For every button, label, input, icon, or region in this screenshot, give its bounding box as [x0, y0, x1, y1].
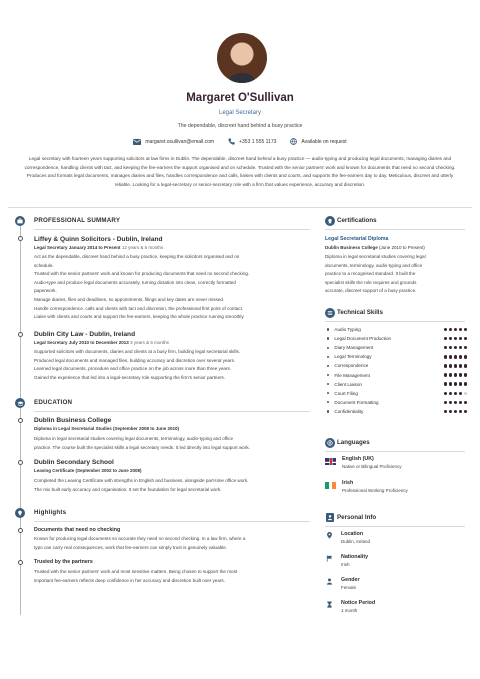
skill-item [325, 398, 467, 407]
timeline-dot [18, 528, 23, 533]
section-rule [34, 229, 310, 230]
skill-name: Client Liaison [334, 381, 362, 387]
skill-rating [444, 392, 467, 395]
skill-item [325, 352, 467, 361]
skill-name: Audio Typing [334, 327, 361, 333]
section-title-education: EDUCATION [34, 399, 73, 406]
skill-item [325, 334, 467, 343]
section-title-highlights: Highlights [34, 509, 67, 516]
rating-dot [454, 355, 457, 358]
briefcase-icon [15, 216, 25, 226]
highlight-title: Documents that need no checking [34, 527, 121, 533]
skill-rating [444, 364, 467, 367]
bullet-icon [327, 410, 329, 412]
phone-text[interactable]: +353 1 555 1173 [239, 138, 277, 145]
globe-icon [325, 438, 335, 448]
uk-flag-icon [325, 458, 336, 465]
person-icon [325, 577, 333, 585]
experience-description: Act as the dependable, discreet hand behind a busy practice, keeping the solicitors organised and on schedule. Trusted with the senior partners' work and known for producing documents that need no second checking. Audio-type and produce legal documents accurately, turning dictation into clean, correctly formatted paperwork. Manage diaries, files and deadlines, so appointments, filings and key dates are never missed. Handle correspondence, calls and clients with tact and discretion, the professional first point of contact. Liaise with clients and courts and support the fee-earners, keeping the whole practice running smoothly. [34, 254, 250, 320]
personal-value: 1 month [341, 608, 358, 613]
rating-dot [449, 392, 452, 395]
section-title-personal-info: Personal Info [337, 514, 377, 521]
job-title: Legal Secretary [218, 110, 262, 116]
rating-dot [449, 382, 452, 385]
bullet-icon [327, 347, 329, 349]
skill-list [325, 325, 467, 416]
candidate-name: Margaret O'Sullivan [186, 92, 294, 104]
email-icon [133, 139, 141, 145]
contact-bar [0, 138, 480, 145]
skill-name: Legal Terminology [334, 354, 372, 360]
timeline-dot [18, 418, 23, 423]
rating-dot [464, 392, 467, 395]
rating-dot [464, 382, 467, 385]
skill-name: Document Formatting [334, 399, 379, 405]
personal-value: Female [341, 585, 357, 590]
rating-dot [444, 373, 447, 376]
certificate-icon [325, 216, 335, 226]
language-name: English (UK) [342, 456, 374, 462]
education-description: Completed the Leaving Certificate with strengths in English and business, alongside part-time office work. The mix built early accuracy and organisation. It set the foundation for legal secretarial work. [34, 478, 249, 492]
section-title-professional-summary: PROFESSIONAL SUMMARY [34, 217, 121, 224]
flag-icon [325, 554, 333, 562]
rating-dot [464, 373, 467, 376]
rating-dot [444, 337, 447, 340]
id-card-icon [326, 513, 334, 522]
bullet-icon [327, 401, 329, 403]
highlight-description: Known for producing legal documents so accurate they need no second checking. In a law firm, where a typo can carry real consequences, work that fee-earners can simply trust is genuinely valuable. [34, 536, 246, 550]
profile-photo [217, 33, 267, 83]
rating-dot [444, 328, 447, 331]
rating-dot [459, 364, 462, 367]
section-rule [34, 411, 310, 412]
skill-rating [444, 355, 467, 358]
language-item [325, 480, 408, 494]
section-rule [325, 229, 465, 230]
phone-icon [228, 138, 235, 145]
skill-item [325, 389, 467, 398]
language-level: Professional Working Proficiency [342, 488, 408, 493]
skill-name: Confidentiality [334, 408, 364, 414]
rating-dot [454, 373, 457, 376]
education-title: Dublin Business College [34, 417, 112, 424]
experience-description: Supported solicitors with documents, diaries and clients at a busy firm, building legal secretarial skills. Produced legal documents and managed files, building accuracy and discretion over several years. Learned legal documents, procedure and office practice on the job across more than three years. Gained the experience that led into a legal-secretary role supporting the firm's senior partners. [34, 349, 241, 380]
language-item [325, 456, 402, 470]
education-subtitle: Diploma in Legal Secretarial Studies (September 2008 to June 2010) [34, 426, 180, 431]
rating-dot [459, 373, 462, 376]
skill-item [325, 343, 467, 352]
header-divider [8, 207, 472, 208]
rating-dot [444, 346, 447, 349]
personal-label: Nationality [341, 554, 369, 560]
availability-contact [290, 138, 346, 145]
rating-dot [454, 364, 457, 367]
availability-text: Available on request [301, 138, 347, 145]
skill-item [325, 407, 467, 416]
summary-text: Legal secretary with fourteen years supporting solicitors at law firms in Dublin. The dependable, discreet hand behind a busy practice — audio-typing and producing legal documents, managing diaries and correspondence, handling clients with tact, and keeping the fee-earners the support organised and on schedule. Trusted with the senior partners' work and known for documents that need no second checking. Produces and formats legal documents, manages diaries and files, handles correspondence and calls, liaises with clients and courts, and supports the fee-earners day to day. Meticulous, discreet and utterly reliable. Looking for a legal-secretary or senior-secretary role with a firm that values experience, accuracy and discretion. [24, 156, 456, 187]
phone-contact[interactable] [228, 138, 276, 145]
section-title-technical-skills: Technical Skills [337, 309, 383, 316]
rating-dot [449, 346, 452, 349]
certification-description: Diploma in legal secretarial studies covering legal documents, terminology, audio-typing and office practice to a recognised standard. It built the specialist skills the role requires and grounds accurate, discreet support of a busy practice. [325, 254, 426, 294]
rating-dot [464, 346, 467, 349]
rating-dot [454, 392, 457, 395]
rating-dot [464, 337, 467, 340]
rating-dot [454, 346, 457, 349]
email-text[interactable]: margaret.osullivan@email.com [145, 138, 215, 145]
bullet-icon [327, 328, 329, 330]
rating-dot [459, 337, 462, 340]
section-title-certifications: Certifications [337, 217, 377, 224]
bullet-icon [327, 356, 329, 358]
rating-dot [454, 337, 457, 340]
section-rule [325, 451, 465, 452]
experience-title: Dublin City Law - Dublin, Ireland [34, 331, 136, 338]
skill-name: Court Filing [334, 390, 358, 396]
timeline-dot [18, 236, 23, 241]
rating-dot [464, 328, 467, 331]
experience-duration: 12 years & 5 months [121, 245, 164, 250]
globe-icon [290, 138, 297, 145]
section-rule [325, 526, 465, 527]
personal-gender [325, 576, 360, 591]
rating-dot [444, 382, 447, 385]
bullet-icon [327, 365, 329, 367]
personal-label: Gender [341, 577, 360, 583]
education-subtitle: Leaving Certificate (September 2002 to June 2008) [34, 468, 142, 473]
skill-rating [444, 337, 467, 340]
rating-dot [449, 410, 452, 413]
location-pin-icon [325, 531, 333, 539]
skill-name: Correspondence [334, 363, 369, 369]
section-title-languages: Languages [337, 439, 370, 446]
skill-rating [444, 346, 467, 349]
graduation-cap-icon [15, 398, 25, 408]
rating-dot [449, 401, 452, 404]
rating-dot [459, 382, 462, 385]
rating-dot [459, 328, 462, 331]
education-title: Dublin Secondary School [34, 459, 114, 466]
experience-title: Liffey & Quinn Solicitors - Dublin, Ireland [34, 236, 163, 243]
rating-dot [449, 337, 452, 340]
rating-dot [444, 401, 447, 404]
rating-dot [449, 373, 452, 376]
skill-rating [444, 401, 467, 404]
skill-item [325, 380, 467, 389]
rating-dot [444, 364, 447, 367]
skill-name: File Management [334, 372, 370, 378]
rating-dot [449, 355, 452, 358]
education-description: Diploma in legal secretarial studies covering legal documents, terminology, audio-typing and office practice. The course built the specialist skills a legal secretary needs. It led directly into legal support work. [34, 436, 250, 450]
skill-rating [444, 382, 467, 385]
personal-nationality [325, 553, 368, 568]
certification-institution: Dublin Business College (June 2010 to Present) [325, 245, 425, 250]
rating-dot [459, 392, 462, 395]
rating-dot [444, 410, 447, 413]
rating-dot [464, 364, 467, 367]
experience-subtitle: Legal Secretary January 2014 to Present 12 years & 5 months [34, 245, 164, 250]
rating-dot [444, 392, 447, 395]
lightbulb-icon [15, 508, 25, 518]
skill-rating [444, 328, 467, 331]
language-level: Native or Bilingual Proficiency [342, 464, 402, 469]
rating-dot [449, 328, 452, 331]
skills-list-icon [325, 308, 335, 318]
rating-dot [459, 346, 462, 349]
bullet-icon [327, 374, 329, 376]
rating-dot [454, 328, 457, 331]
bullet-icon [327, 337, 329, 339]
rating-dot [454, 410, 457, 413]
experience-subtitle: Legal Secretary July 2010 to December 2013 3 years & 6 months [34, 340, 169, 345]
rating-dot [459, 355, 462, 358]
personal-label: Location [341, 531, 364, 537]
rating-dot [459, 410, 462, 413]
bullet-icon [327, 383, 329, 385]
personal-notice-period [325, 599, 375, 614]
rating-dot [449, 364, 452, 367]
timeline-dot [18, 460, 23, 465]
skill-item [325, 325, 467, 334]
highlight-description: Trusted with the senior partners' work and most sensitive matters. Being chosen to support the most important fee-earners reflects deep confidence in her accuracy and discretion built over years. [34, 569, 238, 583]
skill-item [325, 361, 467, 370]
skill-rating [444, 373, 467, 376]
email-contact[interactable] [133, 139, 214, 145]
highlight-title: Trusted by the partners [34, 559, 93, 565]
skill-rating [444, 410, 467, 413]
skill-name: Legal Document Production [334, 336, 392, 342]
personal-location [325, 530, 370, 545]
personal-label: Notice Period [341, 600, 376, 606]
certification-name: Legal Secretarial Diploma [325, 236, 389, 242]
personal-value: Dublin, Ireland [341, 539, 371, 544]
skill-name: Diary Management [334, 345, 374, 351]
tagline: The dependable, discreet hand behind a busy practice [177, 123, 303, 129]
hourglass-icon [325, 600, 333, 608]
skill-item [325, 370, 467, 379]
section-rule [325, 321, 465, 322]
personal-value: Irish [341, 562, 350, 567]
rating-dot [464, 410, 467, 413]
language-name: Irish [342, 480, 354, 486]
rating-dot [454, 401, 457, 404]
rating-dot [454, 382, 457, 385]
ireland-flag-icon [325, 482, 336, 489]
section-rule [34, 521, 310, 522]
rating-dot [464, 401, 467, 404]
timeline-dot [18, 560, 23, 565]
timeline-dot [18, 332, 23, 337]
bullet-icon [327, 392, 329, 394]
rating-dot [464, 355, 467, 358]
rating-dot [459, 401, 462, 404]
experience-duration: 3 years & 6 months [130, 340, 169, 345]
rating-dot [444, 355, 447, 358]
